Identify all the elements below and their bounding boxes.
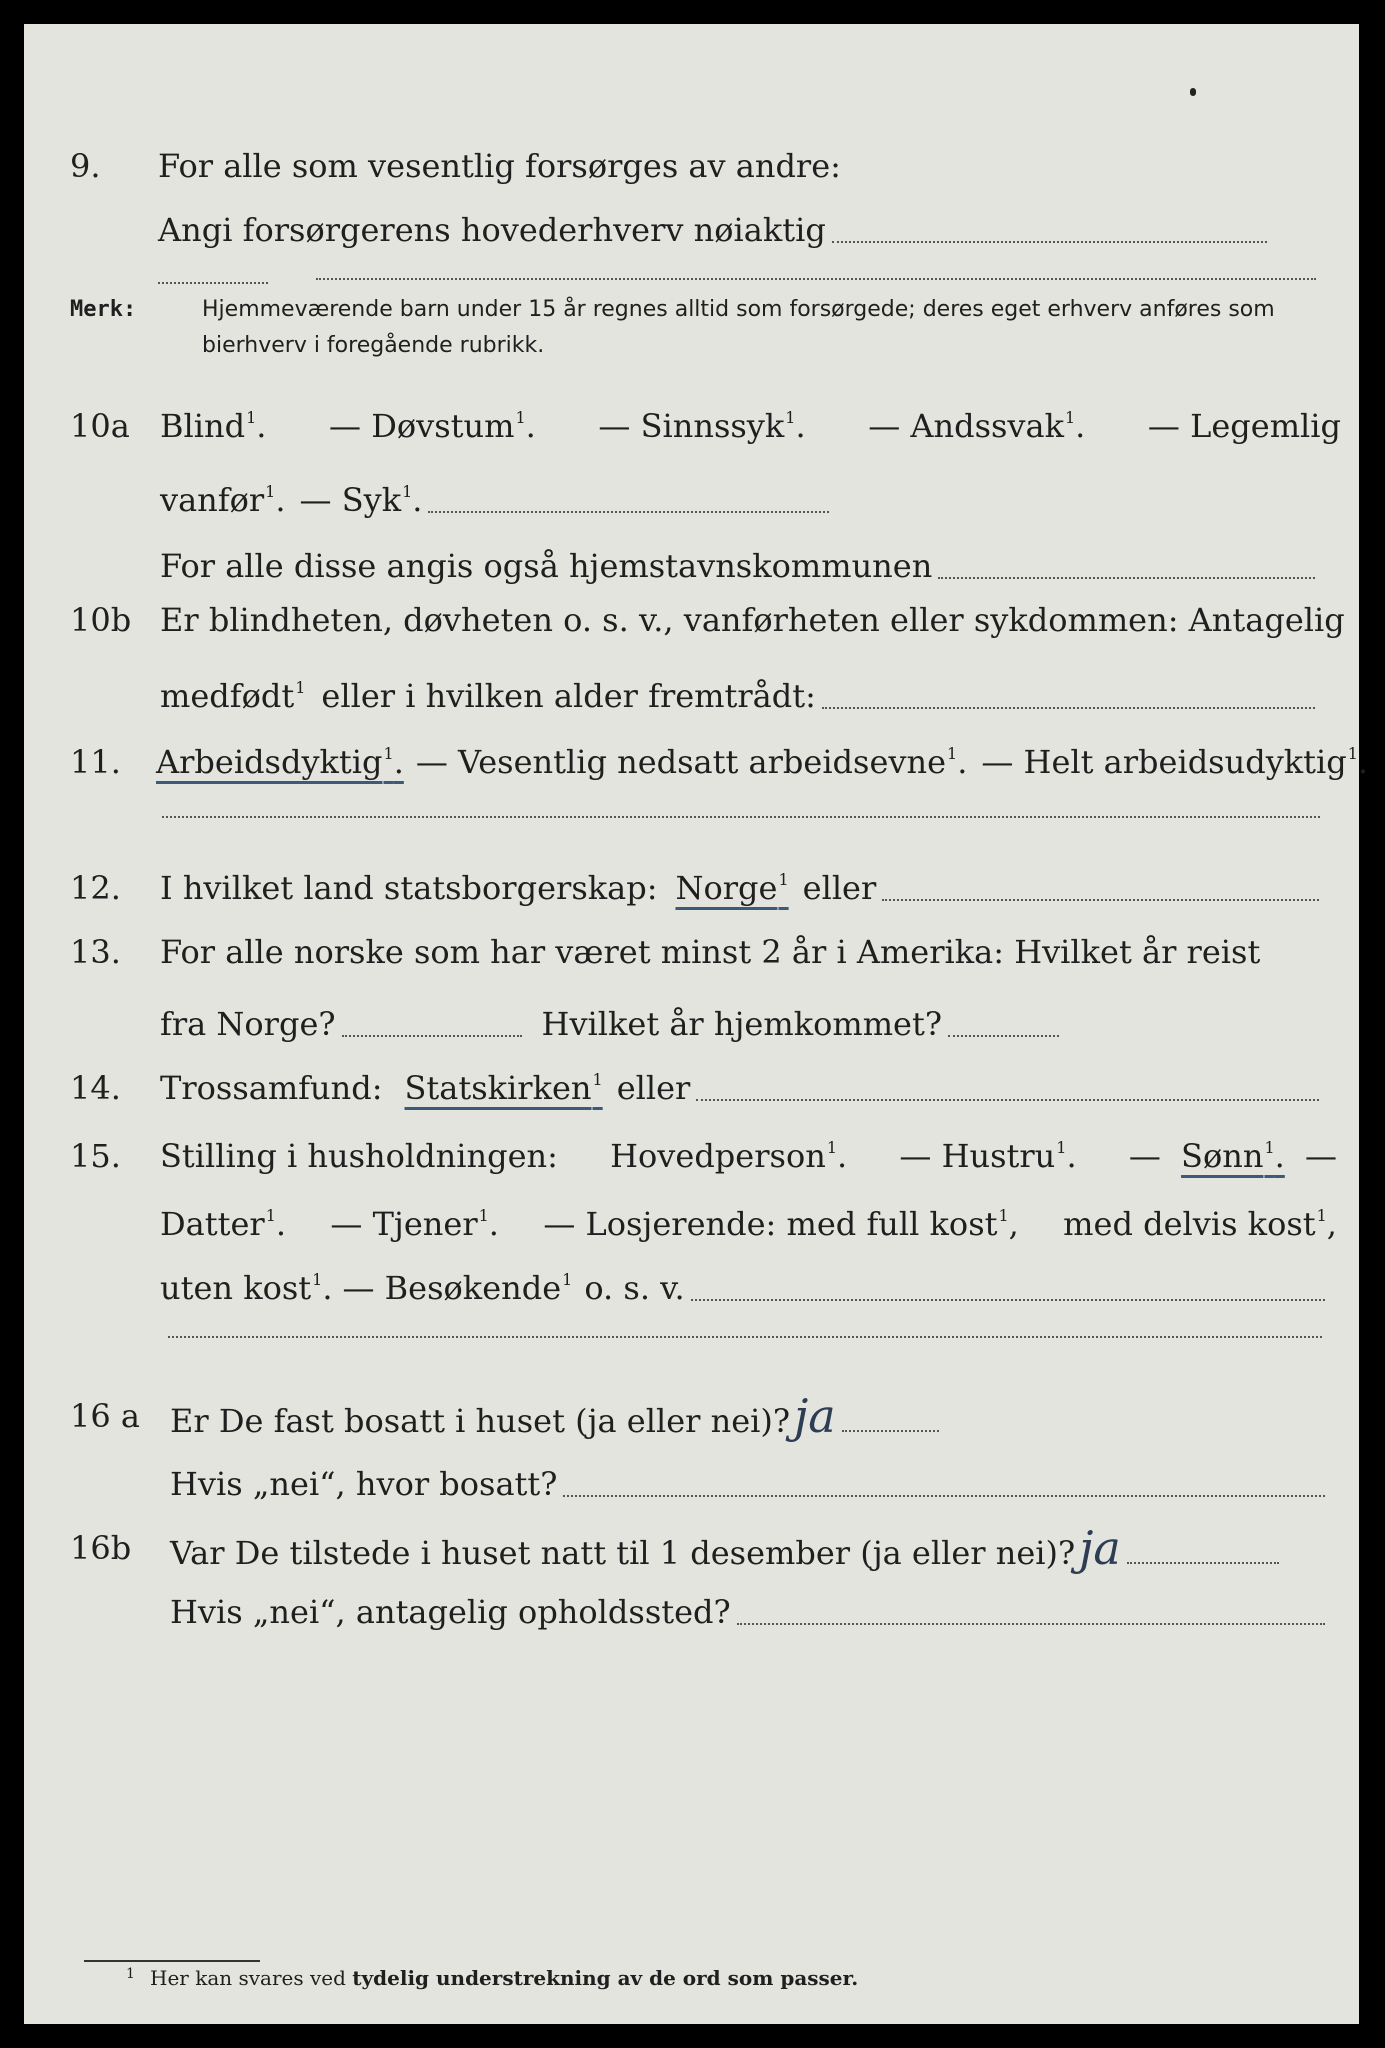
q12-answer-field[interactable] [882, 893, 1319, 901]
census-form-page [24, 24, 1369, 2024]
option-legemlig-label[interactable]: — Legemlig [1147, 407, 1341, 445]
q15-osv: o. s. v. [584, 1269, 685, 1307]
q10b-number: 10b [70, 601, 132, 639]
q16a-line2 [24, 1460, 1359, 1508]
footnote-mark: 1 [126, 1966, 135, 1982]
q15-label: Stilling i husholdningen: [160, 1137, 558, 1175]
q13-line2 [24, 1000, 1359, 1048]
footnote-bold-text: tydelig understrekning av de ord som passer. [352, 1966, 859, 1990]
q13-text: For alle norske som har været minst 2 år i Amerika: Hvilket år reist [160, 933, 1261, 971]
merk-label: Merk: [70, 297, 137, 322]
q16b-line2 [24, 1588, 1359, 1636]
option-norge[interactable]: Norge$^1$ [675, 869, 789, 907]
q13-line1 [24, 928, 1359, 976]
option-besokende[interactable]: — Besøkende$^1$ [342, 1269, 573, 1307]
q10a-line1 [24, 402, 1359, 450]
q16b-answer-field[interactable] [1127, 1556, 1279, 1564]
q15-line1 [24, 1132, 1359, 1180]
option-udyktig[interactable]: — Helt arbeidsudyktig$^1$. [981, 743, 1369, 781]
q16a-line1 [24, 1389, 1359, 1443]
q11-number: 11. [70, 743, 121, 781]
q10b-line1 [24, 596, 1359, 644]
q12-eller: eller [802, 869, 877, 907]
q14-label: Trossamfund: [160, 1069, 383, 1107]
q14-line [24, 1064, 1359, 1112]
q10a-number: 10a [70, 407, 130, 445]
q10a-line2 [24, 476, 1359, 524]
option-full-kost[interactable]: — Losjerende: med full kost$^1$, [543, 1205, 1019, 1243]
q9-text: For alle som vesentlig forsørges av andre: [158, 147, 841, 185]
q15-continuation-line[interactable] [168, 1336, 1322, 1338]
q16a-answer-field[interactable] [842, 1424, 939, 1432]
q9-line1 [24, 142, 1359, 190]
q11-answer-line[interactable] [162, 816, 1320, 818]
q16a-number: 16 a [70, 1397, 140, 1435]
q14-number: 14. [70, 1069, 121, 1107]
option-statskirken[interactable]: Statskirken$^1$ [404, 1069, 603, 1107]
q9-hovederhverv-label: Angi forsørgerens hovederhverv nøiaktig [158, 211, 826, 249]
q9-continuation-line-a[interactable] [158, 282, 268, 284]
q10b-text: Er blindheten, døvheten o. s. v., vanførheten eller sykdommen: Antagelig [160, 601, 1345, 639]
q13-hjemkommet-field[interactable] [948, 1029, 1059, 1037]
q10b-alder-field[interactable] [822, 701, 1315, 709]
q9-number: 9. [70, 147, 101, 185]
q9-continuation-line-b[interactable] [316, 278, 1316, 280]
option-arbeidsdyktig[interactable]: Arbeidsdyktig$^1$. [156, 743, 404, 781]
q15-number: 15. [70, 1137, 121, 1175]
q14-eller: eller [616, 1069, 691, 1107]
q10a-syk-field[interactable] [428, 505, 829, 513]
option-syk[interactable]: — Syk$^1$. [299, 481, 423, 519]
q16b-line1 [24, 1521, 1359, 1575]
option-vanfor[interactable]: vanfør$^1$. [160, 481, 286, 519]
q16b-handwritten-answer[interactable]: ja [1079, 1521, 1121, 1575]
option-sinnssyk[interactable]: — Sinnssyk$^1$. [598, 407, 806, 445]
option-tjener[interactable]: — Tjener$^1$. [330, 1205, 499, 1243]
option-delvis-kost[interactable]: med delvis kost$^1$, [1063, 1205, 1337, 1243]
q15-line3 [24, 1264, 1359, 1312]
q12-number: 12. [70, 869, 121, 907]
q12-line [24, 864, 1359, 912]
option-hustru[interactable]: — Hustru$^1$. [899, 1137, 1077, 1175]
option-hovedperson[interactable]: Hovedperson$^1$. [610, 1137, 848, 1175]
option-sonn[interactable]: — Sønn$^1$. — [1128, 1137, 1337, 1175]
q14-answer-field[interactable] [696, 1093, 1319, 1101]
option-andssvak[interactable]: — Andssvak$^1$. [868, 407, 1086, 445]
q12-label: I hvilket land statsborgerskap: [160, 869, 658, 907]
q16a-bosatt-label: Hvis „nei“, hvor bosatt? [170, 1465, 558, 1503]
option-medfodt[interactable]: medfødt$^1$ [160, 677, 306, 715]
footnote [126, 1960, 859, 1996]
option-datter[interactable]: Datter$^1$. [160, 1205, 287, 1243]
option-blind[interactable]: Blind$^1$. [160, 407, 267, 445]
footnote-text: Her kan svares ved [150, 1966, 346, 1990]
q9-line2 [24, 206, 1359, 254]
q10a-hjemstavn-label: For alle disse angis også hjemstavnskommunen [160, 547, 933, 585]
q16b-opholdssted-label: Hvis „nei“, antagelig opholdssted? [170, 1593, 731, 1631]
q10a-line3 [24, 542, 1359, 590]
option-dovstum[interactable]: — Døvstum$^1$. [329, 407, 536, 445]
q13-reist-field[interactable] [342, 1029, 522, 1037]
q15-answer-field[interactable] [691, 1293, 1325, 1301]
q16a-question: Er De fast bosatt i huset (ja eller nei)? [170, 1402, 791, 1440]
ink-speck [1190, 88, 1196, 96]
q13-number: 13. [70, 933, 121, 971]
q16b-number: 16b [70, 1529, 132, 1567]
option-uten-kost[interactable]: uten kost$^1$. [160, 1269, 333, 1307]
q13-hjemkommet-label: Hvilket år hjemkommet? [541, 1005, 942, 1043]
q11-line [24, 738, 1369, 786]
q9-answer-field[interactable] [832, 235, 1267, 243]
q10b-alder-label: eller i hvilken alder fremtrådt: [321, 677, 816, 715]
merk-note: Hjemmeværende barn under 15 år regnes alltid som forsørgede; deres eget erhverv anføres som bierhverv i foregående rubrikk. [202, 297, 1275, 358]
q16a-handwritten-answer[interactable]: ja [794, 1389, 836, 1443]
option-nedsatt[interactable]: — Vesentlig nedsatt arbeidsevne$^1$. [415, 743, 968, 781]
q10b-line2 [24, 672, 1359, 720]
q15-line2 [24, 1200, 1359, 1248]
q10a-hjemstavn-field[interactable] [938, 571, 1315, 579]
q13-reist-label: fra Norge? [160, 1005, 336, 1043]
q16b-question: Var De tilstede i huset natt til 1 desember (ja eller nei)? [170, 1534, 1076, 1572]
q16a-bosatt-field[interactable] [563, 1489, 1325, 1497]
q16b-opholdssted-field[interactable] [737, 1617, 1325, 1625]
